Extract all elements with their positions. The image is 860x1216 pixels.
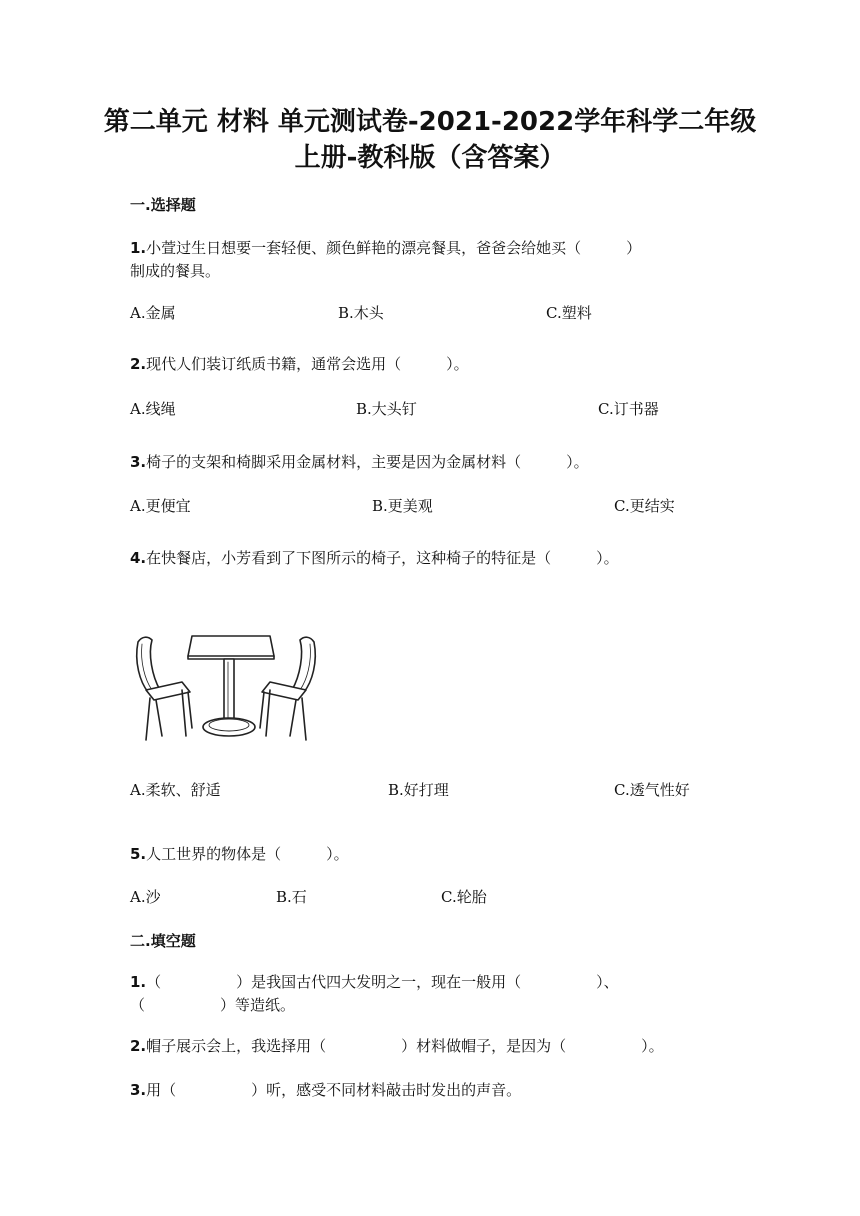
option-3c[interactable]: C.更结实	[614, 497, 675, 515]
question-1	[130, 236, 641, 260]
question-text: 人工世界的物体是（ ）。	[146, 845, 349, 863]
table-and-chairs-illustration	[130, 632, 322, 744]
option-4c[interactable]: C.透气性好	[614, 781, 690, 799]
question-number: 5.	[130, 845, 147, 863]
fill-question-2	[130, 1034, 664, 1058]
question-number: 2.	[130, 1037, 147, 1055]
question-4	[130, 546, 619, 570]
option-1c[interactable]: C.塑料	[546, 304, 592, 322]
option-2b[interactable]: B.大头钉	[356, 400, 417, 418]
option-5c[interactable]: C.轮胎	[441, 888, 487, 906]
option-4b[interactable]: B.好打理	[388, 781, 449, 799]
question-text: 椅子的支架和椅脚采用金属材料，主要是因为金属材料（ ）。	[146, 453, 589, 471]
question-text: 帽子展示会上，我选择用（ ）材料做帽子，是因为（ ）。	[146, 1037, 664, 1055]
question-number: 4.	[130, 549, 147, 567]
option-1b[interactable]: B.木头	[338, 304, 384, 322]
question-5	[130, 842, 349, 866]
fill-question-1	[130, 970, 619, 994]
question-1-continuation: 制成的餐具。	[130, 262, 221, 280]
document-title: 第二单元 材料 单元测试卷-2021-2022学年科学二年级上册-教科版（含答案）	[103, 107, 757, 173]
option-4a[interactable]: A.柔软、舒适	[130, 781, 221, 799]
fill-question-3	[130, 1078, 521, 1102]
option-2c[interactable]: C.订书器	[598, 400, 659, 418]
option-1a[interactable]: A.金属	[130, 304, 176, 322]
question-text: 现代人们装订纸质书籍，通常会选用（ ）。	[146, 355, 469, 373]
question-number: 1.	[130, 973, 147, 991]
question-number: 3.	[130, 1081, 147, 1099]
question-text: 小萱过生日想要一套轻便、颜色鲜艳的漂亮餐具，爸爸会给她买（ ）	[146, 239, 642, 257]
option-2a[interactable]: A.线绳	[130, 400, 176, 418]
question-text: （ ）是我国古代四大发明之一，现在一般用（ ）、	[146, 973, 619, 991]
question-3	[130, 450, 589, 474]
question-2	[130, 352, 469, 376]
question-number: 1.	[130, 239, 147, 257]
question-text: 用（ ）听，感受不同材料敲击时发出的声音。	[146, 1081, 522, 1099]
section-heading-choice: 一.选择题	[130, 196, 196, 214]
question-number: 3.	[130, 453, 147, 471]
section-heading-fill: 二.填空题	[130, 932, 196, 950]
option-3b[interactable]: B.更美观	[372, 497, 433, 515]
fill-question-1-continuation: （ ）等造纸。	[130, 996, 296, 1014]
option-5b[interactable]: B.石	[276, 888, 307, 906]
option-3a[interactable]: A.更便宜	[130, 497, 191, 515]
question-number: 2.	[130, 355, 147, 373]
question-text: 在快餐店，小芳看到了下图所示的椅子，这种椅子的特征是（ ）。	[146, 549, 619, 567]
option-5a[interactable]: A.沙	[130, 888, 161, 906]
